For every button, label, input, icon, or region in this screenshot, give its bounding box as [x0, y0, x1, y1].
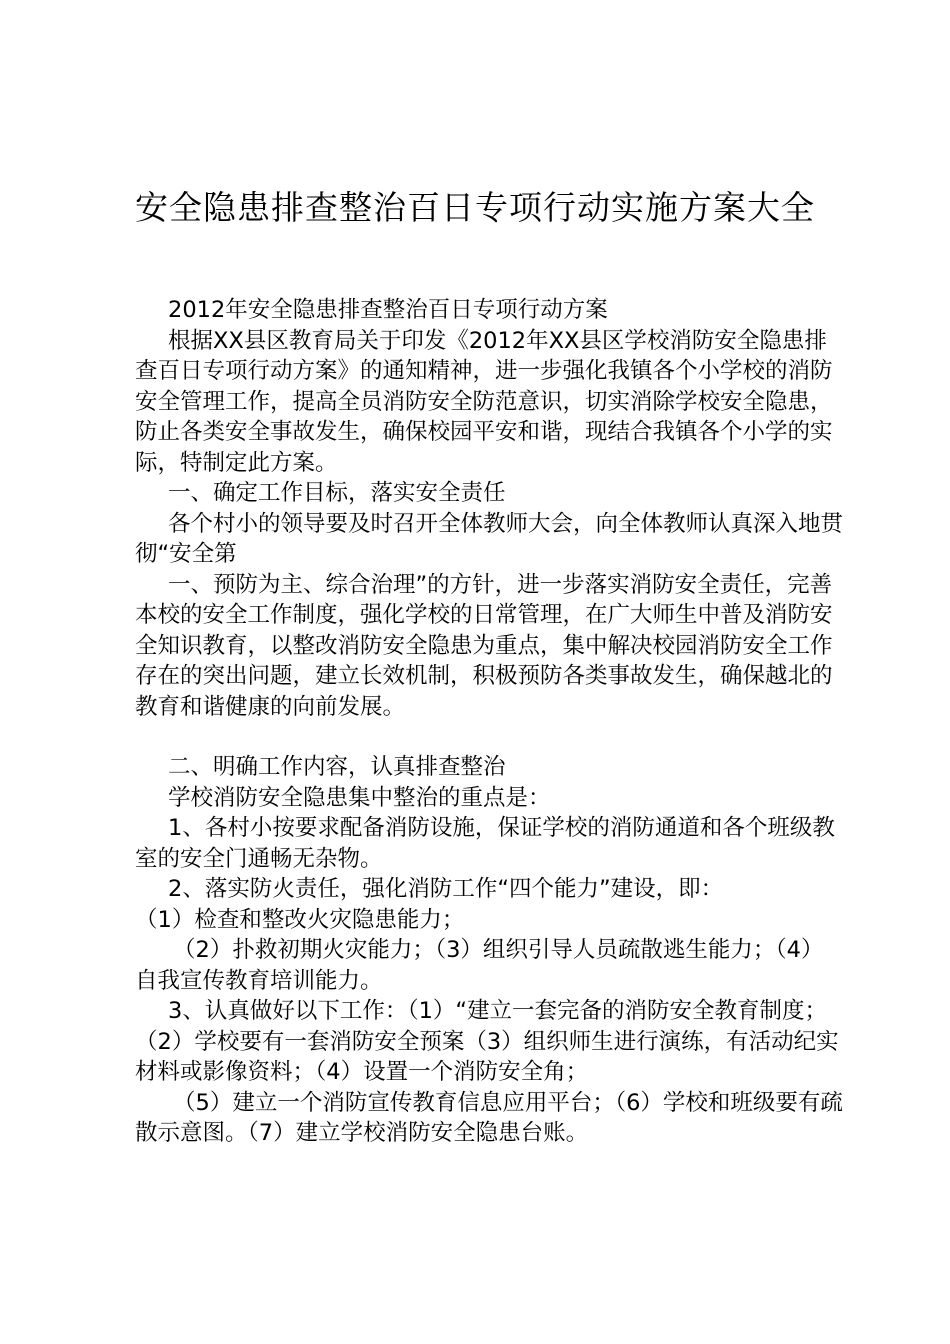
- document-body: [135, 295, 845, 1149]
- list-item: （1）检查和整改火灾隐患能力；: [135, 906, 465, 933]
- list-item: 2、落实防火责任，强化消防工作“四个能力”建设，即：: [168, 876, 724, 902]
- list-item: 1、各村小按要求配备消防设施，保证学校的消防通道和各个班级教室的安全门通畅无杂物。: [135, 815, 835, 872]
- paragraph-intro: 根据XX县区教育局关于印发《2012年XX县区学校消防安全隐患排查百日专项行动方案》的通知精神，进一步强化我镇各个小学校的消防安全管理工作，提高全员消防安全防范意识，切实消除学校安全隐患，防止各类安全事故发生，确保校园平安和谐，现结合我镇各个小学的实际，特制定此方案。: [135, 327, 833, 476]
- paragraph: 学校消防安全隐患集中整治的重点是：: [168, 784, 551, 811]
- list-item: 3、认真做好以下工作：（1）“建立一套完备的消防安全教育制度；（2）学校要有一套消防安全预案（3）组织师生进行演练，有活动纪实材料或影像资料；（4）设置一个消防安全角；: [135, 998, 839, 1085]
- list-item: （5）建立一个消防宣传教育信息应用平台；（6）学校和班级要有疏散示意图。（7）建立学校消防安全隐患台账。: [135, 1089, 843, 1146]
- section-heading-2: 二、明确工作内容，认真排查整治: [168, 754, 506, 780]
- paragraph-subtitle: 2012年安全隐患排查整治百日专项行动方案: [168, 297, 608, 323]
- list-item: （2）扑救初期火灾能力；（3）组织引导人员疏散逃生能力；（4）自我宣传教育培训能力。: [135, 937, 824, 994]
- paragraph: 各个村小的领导要及时召开全体教师大会，向全体教师认真深入地贯彻“安全第: [135, 510, 844, 567]
- paragraph-spacer: [135, 722, 845, 752]
- document-title: 安全隐患排查整治百日专项行动实施方案大全: [135, 188, 815, 227]
- paragraph: 一、预防为主、综合治理”的方针，进一步落实消防安全责任，完善本校的安全工作制度，强化学校的日常管理，在广大师生中普及消防安全知识教育，以整改消防安全隐患为重点，集中解决校园消防安全工作存在的突出问题，建立长效机制，积极预防各类事故发生，确保越北的教育和谐健康的向前发展。: [135, 571, 833, 720]
- section-heading-1: 一、确定工作目标，落实安全责任: [168, 480, 506, 506]
